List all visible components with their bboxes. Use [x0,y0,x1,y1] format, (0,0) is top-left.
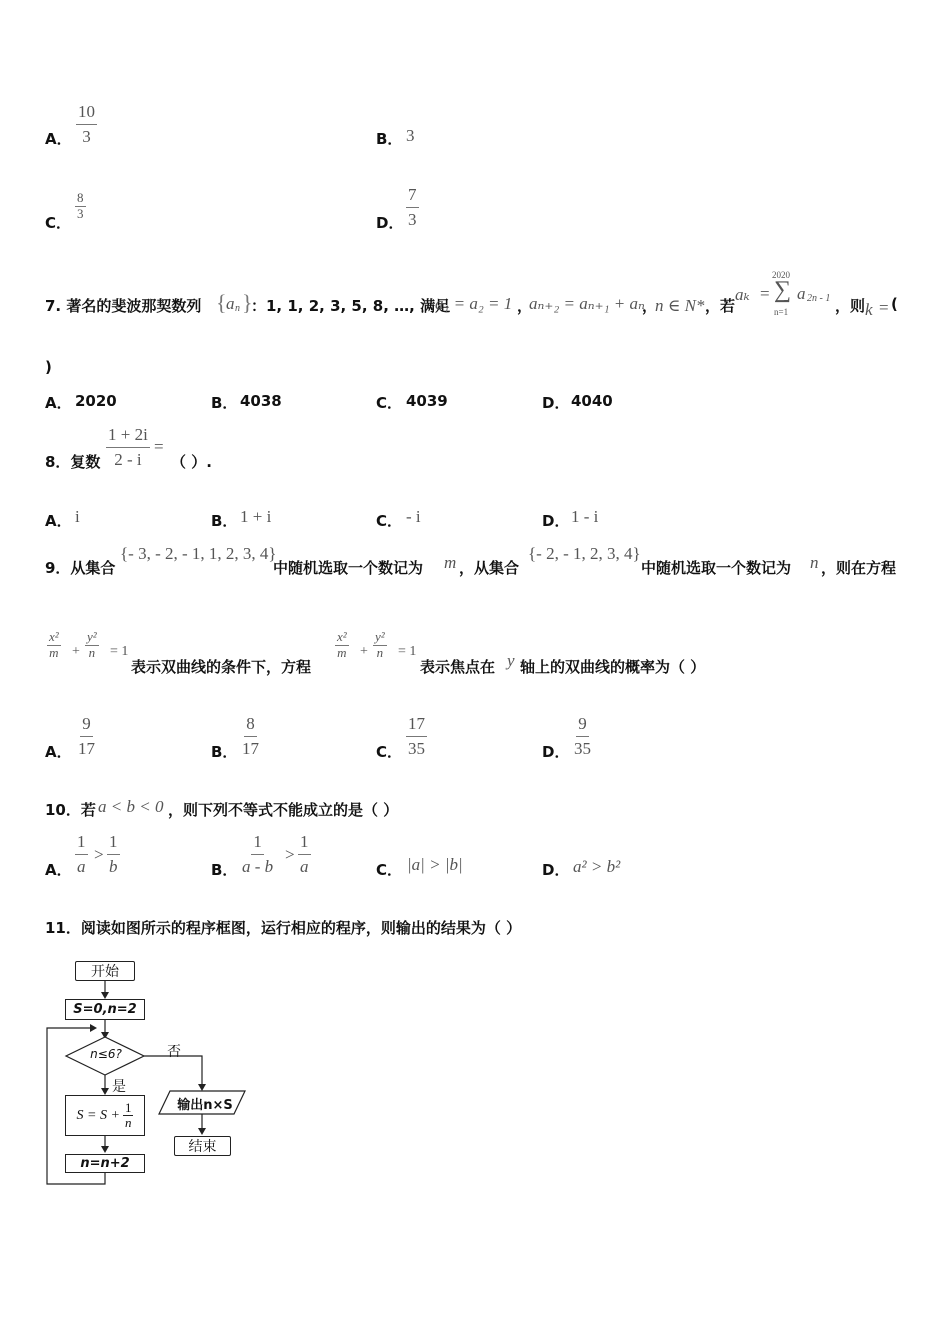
q7-comma2: ， [642,297,658,315]
q7-option-b-label: B． [211,394,238,412]
q6-option-d-fraction [406,185,419,229]
q9-option-d-label: D． [542,743,570,761]
q7-sum-bot: n=1 [774,307,789,317]
q8-option-c-label: C． [376,512,403,530]
flow-increment-label: n=n+2 [80,1156,130,1171]
q7-eq2: = [879,298,889,317]
q10-b-op: > [285,845,295,864]
q11-text: 11．阅读如图所示的程序框图，运行相应的程序，则输出的结果为（ ） [45,919,522,937]
q7-option-a-label: A． [45,394,72,412]
q7-brace-close: } [242,290,253,315]
q7-seq-sub: n [235,303,240,314]
q9-mid2: ，从集合 [459,559,520,577]
q8-eq: = [154,437,164,456]
q6-option-c-fraction [75,191,86,222]
q10-b-n1: 1 [251,832,264,855]
flow-start [75,961,135,981]
q9-option-a-fraction [76,714,97,758]
q7-cond3: n ∈ N* [655,296,705,315]
q10-a-n2: 1 [107,832,120,855]
q9-eq1-plus: + [72,644,80,659]
q7-option-a-value: 2020 [75,392,117,410]
flow-cond-label: n≤6? [90,1047,122,1061]
q10-b-frac2 [298,832,311,876]
q9-set1: {- 3, - 2, - 1, 1, 2, 3, 4} [120,544,277,563]
q9-c-numerator: 17 [406,714,427,737]
flow-assign-num: 1 [124,1099,132,1115]
q7-seq: a [226,294,235,313]
flow-init-label: S=0,n=2 [73,1002,137,1017]
q8-option-a-value: i [75,507,80,526]
q7-option-b-value: 4038 [240,392,282,410]
q10-a-d1: a [77,856,86,876]
q9-eq2-plus: + [360,644,368,659]
q9-y: y [507,651,515,670]
flowchart [40,955,260,1195]
q9-option-c-label: C． [376,743,403,761]
q10-option-b-label: B． [211,861,238,879]
q9-mid4: ，则在方程 [821,559,897,577]
q7-sum-sub: 2n - 1 [807,293,831,304]
q7-paren-close: ) [45,358,52,376]
q6-option-d-label: D． [376,214,404,232]
q9-eq2-frac-x [335,630,349,661]
q9-eq1-x2: x² [49,629,59,644]
q8-option-b-label: B． [211,512,238,530]
q9-option-c-fraction [406,714,427,758]
q8-fraction [106,425,150,469]
q10-suffix: ，则下列不等式不能成立的是（ ） [168,801,399,819]
q9-prefix: 9．从集合 [45,559,116,577]
q6-option-a-fraction [76,102,97,146]
q9-eq2-n: n [376,644,384,660]
q6-c-denominator: 3 [77,205,84,221]
q6-c-numerator: 8 [77,190,84,205]
q8-option-c-value: - i [406,507,421,526]
q9-option-b-label: B． [211,743,238,761]
q9-eq1-frac-x [47,630,61,661]
q9-eq2-frac-y [373,630,387,661]
q10-cond: a < b < 0 [98,797,164,816]
q9-option-b-fraction [240,714,261,758]
q9-eq2-x2: x² [337,629,347,644]
q10-option-d-label: D． [542,861,570,879]
q6-d-numerator: 7 [406,185,419,208]
sigma-icon: ∑ [774,277,792,303]
flow-assign-frac [123,1101,134,1131]
question-7-stem [45,270,915,340]
q9-mid1: 中随机选取一个数记为 [273,559,424,577]
q10-option-c-label: C． [376,861,403,879]
q9-line2a: 表示双曲线的条件下，方程 [131,658,312,676]
q8-denominator: 2 - i [114,449,142,469]
flow-yes-label: 是 [112,1079,126,1095]
q10-b-n2: 1 [298,832,311,855]
q8-option-a-label: A． [45,512,72,530]
q7-cond1: a₁ = a₂ = 1 [435,294,513,313]
q6-d-denominator: 3 [408,209,417,229]
q9-b-denominator: 17 [242,738,259,758]
q7-ak: aₖ [735,285,750,304]
q7-eq: = [760,284,770,303]
q9-a-denominator: 17 [78,738,95,758]
q9-eq1-n: n [88,644,96,660]
q6-option-b-label: B． [376,130,403,148]
q7-option-c-label: C． [376,394,403,412]
q9-eq2-m: m [337,644,347,660]
q9-option-a-label: A． [45,743,72,761]
q8-option-b-value: 1 + i [240,507,272,526]
q9-eq1-eq: = 1 [110,644,129,659]
q7-k: k [865,300,873,319]
q7-sum-term: a [797,284,806,303]
q9-eq1-m: m [49,644,59,660]
q8-prefix: 8．复数 [45,453,101,471]
q10-b-frac1 [240,832,275,876]
q8-suffix: （ ）. [171,453,212,471]
flow-assign-den: n [124,1115,132,1130]
q8-option-d-label: D． [542,512,570,530]
q7-cond2: aₙ₊₂ = aₙ₊₁ + aₙ [529,294,645,313]
q9-d-denominator: 35 [574,738,591,758]
flow-init [65,999,145,1020]
q7-text4: ，则 [835,297,866,315]
q10-a-op: > [94,845,104,864]
q6-option-c-label: C． [45,214,72,232]
q10-a-d2: b [109,856,118,876]
q7-prefix: 7. 著名的斐波那契数列 [45,297,202,315]
q10-option-d-value: a² > b² [573,857,621,876]
q7-option-c-value: 4039 [406,392,448,410]
q9-set2: {- 2, - 1, 2, 3, 4} [528,544,641,563]
q10-a-frac1 [75,832,88,876]
q9-c-denominator: 35 [408,738,425,758]
q9-eq1-y2: y² [87,629,97,644]
q7-comma1: ， [517,297,533,315]
q7-text3: ，若 [705,297,736,315]
flow-increment [65,1154,145,1173]
q9-eq2-y2: y² [375,629,385,644]
flow-end-label: 结束 [188,1139,217,1155]
q9-d-numerator: 9 [576,714,589,737]
q10-option-a-label: A． [45,861,72,879]
q10-a-n1: 1 [75,832,88,855]
q7-sum-top: 2020 [772,270,790,280]
q9-option-d-fraction [572,714,593,758]
q10-a-frac2 [107,832,120,876]
q9-n: n [810,553,819,572]
flow-output-label: 输出n×S [177,1098,233,1113]
q9-eq1-frac-y [85,630,99,661]
q6-a-numerator: 10 [76,102,97,125]
q6-a-denominator: 3 [82,126,91,146]
q10-prefix: 10．若 [45,801,96,819]
q9-b-numerator: 8 [244,714,257,737]
q10-b-d1: a - b [242,856,274,876]
q9-eq2-eq: = 1 [398,644,417,659]
q7-option-d-label: D． [542,394,570,412]
q8-option-d-value: 1 - i [571,507,599,526]
q7-brace-open: { [216,290,227,315]
q9-line2c: 轴上的双曲线的概率为（ ） [520,658,706,676]
q7-paren-open: ( [891,295,898,313]
q6-option-b-value: 3 [406,126,415,145]
q9-a-numerator: 9 [80,714,93,737]
q10-b-d2: a [300,856,309,876]
q9-mid3: 中随机选取一个数记为 [641,559,792,577]
flow-assign-left: S = S + [76,1107,120,1123]
q9-m: m [444,553,457,572]
q7-text2: ：1, 1, 2, 3, 5, 8, …, 满足 [251,297,451,315]
q10-option-c-value: |a| > |b| [407,855,463,874]
flow-start-label: 开始 [91,964,119,980]
q6-option-a-label: A． [45,130,72,148]
q7-option-d-value: 4040 [571,392,613,410]
q8-numerator: 1 + 2i [106,425,150,448]
q9-line2b: 表示焦点在 [420,658,496,676]
flow-assign [65,1095,145,1136]
flow-end [174,1136,231,1156]
flow-no-label: 否 [167,1044,181,1060]
